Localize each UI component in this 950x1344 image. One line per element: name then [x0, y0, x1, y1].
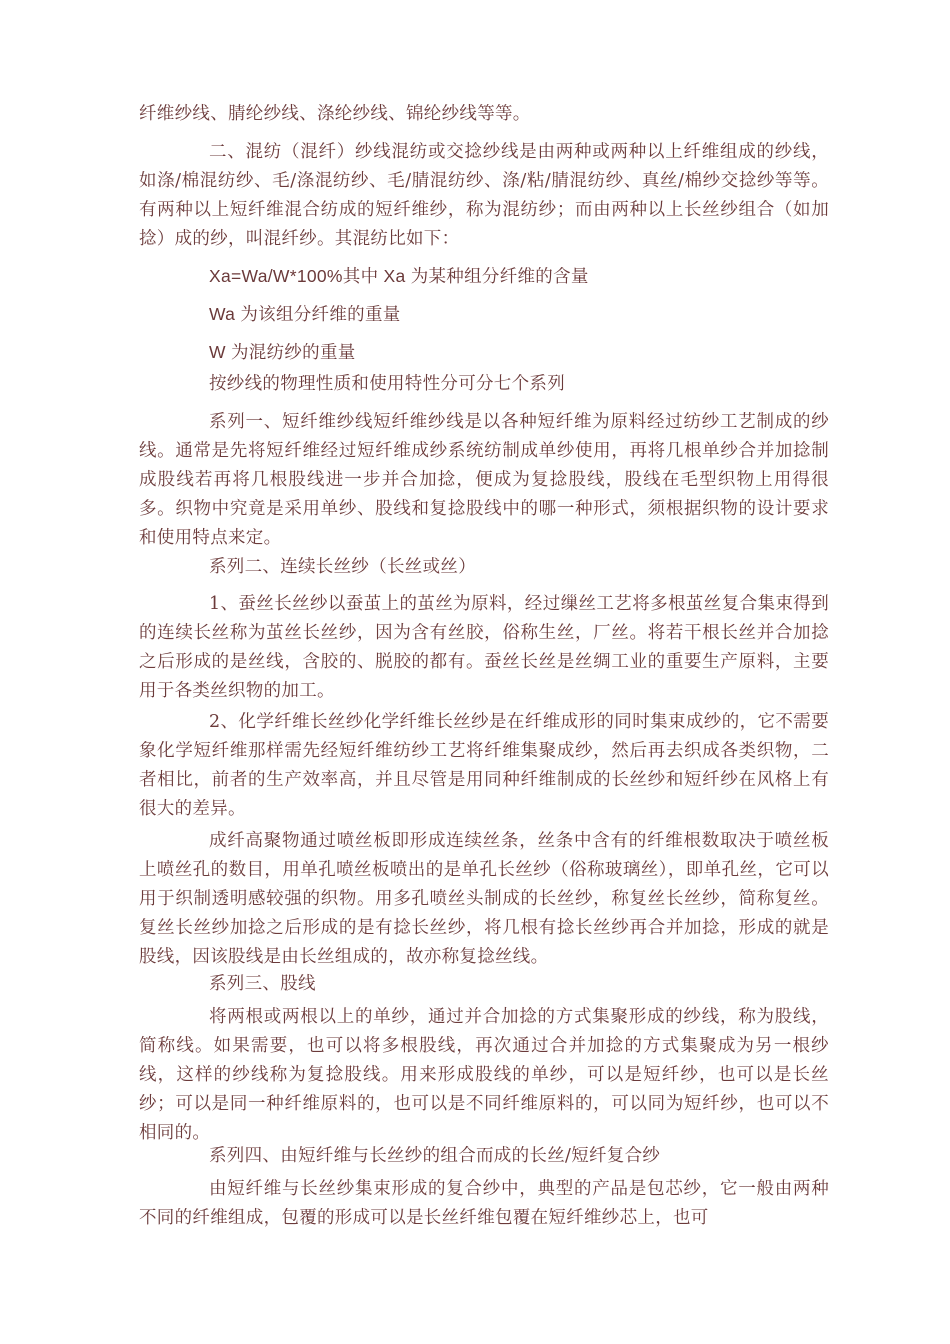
heading-series-two: 系列二、连续长丝纱（长丝或丝）	[209, 557, 476, 577]
paragraph-spinneret: 成纤高聚物通过喷丝板即形成连续丝条，丝条中含有的纤维根数取决于喷丝板上喷丝孔的数目，用单孔喷丝板喷出的是单孔长丝纱（俗称玻璃丝），即单孔丝，它可以用于织制透明感较强的织物。用多孔喷丝头制成的长丝纱，称复丝长丝纱，简称复丝。复丝长丝纱加捻之后形成的是有捻长丝纱，将几根有捻长丝纱再合并加捻，形成的就是股线，因该股线是由长丝组成的，故亦称复捻丝线。	[139, 831, 829, 967]
paragraph-formula-wa: Wa 为该组分纤维的重量	[209, 304, 401, 324]
paragraph-formula: Xa=Wa/W*100%其中 Xa 为某种组分纤维的含量	[209, 266, 589, 286]
paragraph-formula-w: W 为混纺纱的重量	[209, 342, 356, 362]
paragraph-silk-filament: 1、蚕丝长丝纱以蚕茧上的茧丝为原料，经过缫丝工艺将多根茧丝复合集束得到的连续长丝称为茧丝长丝纱，因为含有丝胶，俗称生丝，厂丝。将若干根长丝并合加捻之后形成的是丝线，含胶的、脱胶的都有。蚕丝长丝是丝绸工业的重要生产原料，主要用于各类丝织物的加工。	[139, 594, 829, 701]
paragraph-ply-yarn: 将两根或两根以上的单纱，通过并合加捻的方式集聚形成的纱线，称为股线，简称线。如果需要，也可以将多根股线，再次通过合并加捻的方式集聚成为另一根纱线，这样的纱线称为复捻股线。用来形成股线的单纱，可以是短纤纱，也可以是长丝纱；可以是同一种纤维原料的，也可以是不同纤维原料的，可以同为短纤纱，也可以不相同的。	[139, 1007, 829, 1143]
paragraph-blended-yarns: 二、混纺（混纤）纱线混纺或交捻纱线是由两种或两种以上纤维组成的纱线，如涤/棉混纺纱、毛/涤混纺纱、毛/腈混纺纱、涤/粘/腈混纺纱、真丝/棉纱交捻纱等等。有两种以上短纤维混合纺成的短纤维纱，称为混纺纱；而由两种以上长丝纱组合（如加捻）成的纱，叫混纤纱。其混纺比如下：	[139, 142, 829, 249]
heading-series-four: 系列四、由短纤维与长丝纱的组合而成的长丝/短纤复合纱	[209, 1146, 661, 1166]
paragraph-series-one: 系列一、短纤维纱线短纤维纱线是以各种短纤维为原料经过纺纱工艺制成的纱线。通常是先将短纤维经过短纤维成纱系统纺制成单纱使用，再将几根单纱合并加捻制成股线若再将几根股线进一步并合加捻，便成为复捻股线，股线在毛型织物上用得很多。织物中究竟是采用单纱、股线和复捻股线中的哪一种形式，须根据织物的设计要求和使用特点来定。	[139, 412, 829, 548]
paragraph-fiber-yarns-continued: 纤维纱线、腈纶纱线、涤纶纱线、锦纶纱线等等。	[139, 104, 531, 124]
paragraph-seven-series: 按纱线的物理性质和使用特性分可分七个系列	[209, 374, 565, 394]
paragraph-chemical-filament: 2、化学纤维长丝纱化学纤维长丝纱是在纤维成形的同时集束成纱的，它不需要象化学短纤维那样需先经短纤维纺纱工艺将纤维集聚成纱，然后再去织成各类织物，二者相比，前者的生产效率高，并且尽管是用同种纤维制成的长丝纱和短纤纱在风格上有很大的差异。	[139, 712, 829, 819]
heading-series-three: 系列三、股线	[209, 974, 316, 994]
paragraph-core-spun: 由短纤维与长丝纱集束形成的复合纱中，典型的产品是包芯纱，它一般由两种不同的纤维组成，包覆的形成可以是长丝纤维包覆在短纤维纱芯上，也可	[139, 1179, 829, 1228]
